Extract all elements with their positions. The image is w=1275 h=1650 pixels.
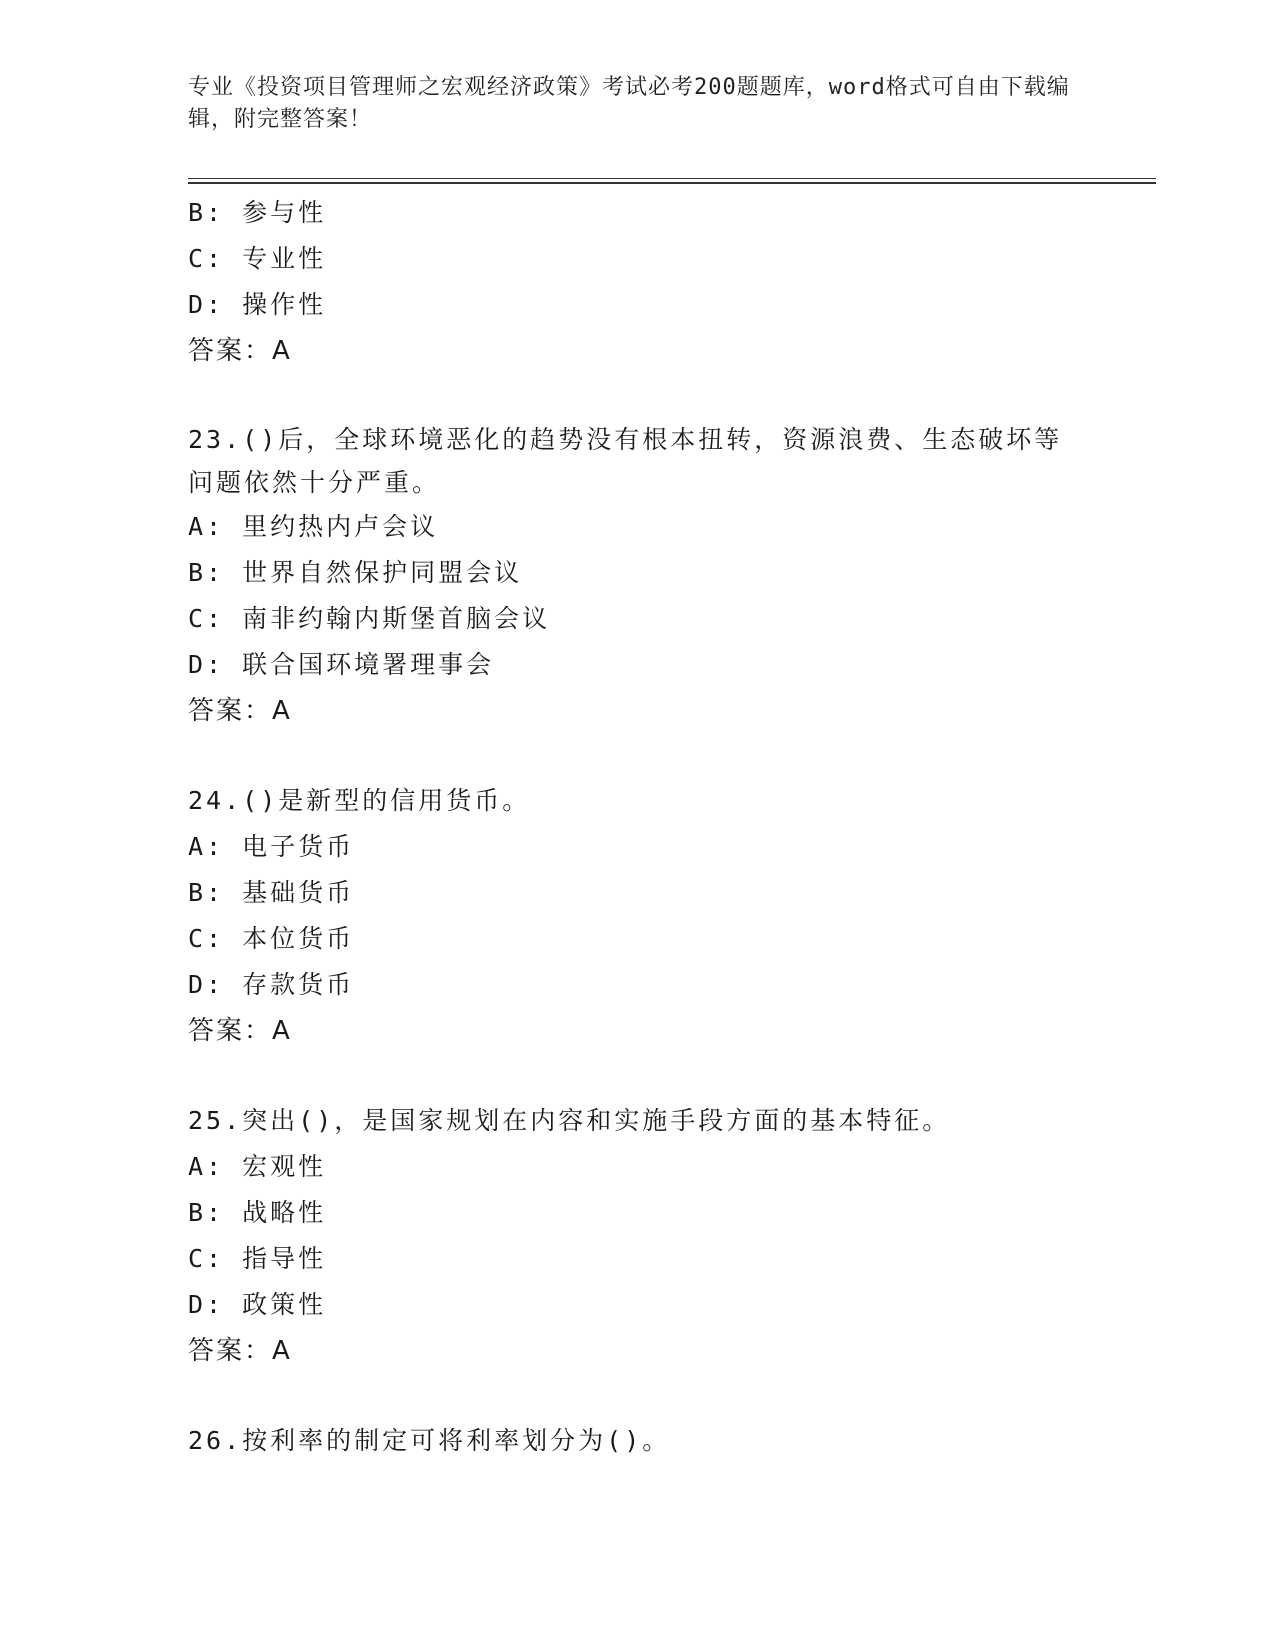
question-24: [188, 778, 1088, 1054]
option-b: B: 参与性: [188, 198, 327, 227]
header-text: 专业《投资项目管理师之宏观经济政策》考试必考200题题库，word格式可自由下载编辑，附完整答案！: [188, 75, 1070, 132]
question-gap: [188, 374, 1088, 418]
answer-text: 答案：A: [188, 1016, 292, 1046]
answer-text: 答案：A: [188, 696, 292, 726]
option-d: D: 操作性: [188, 290, 327, 319]
option-a: A: 宏观性: [188, 1152, 327, 1181]
option-d: D: 存款货币: [188, 970, 355, 999]
question-26: [188, 1418, 1088, 1464]
header-rule-thick: [188, 182, 1156, 184]
option-d: D: 联合国环境署理事会: [188, 650, 495, 679]
option-d: D: 政策性: [188, 1290, 327, 1319]
answer-text: 答案：A: [188, 1336, 292, 1366]
question-gap: [188, 734, 1088, 778]
question-list: [188, 190, 1088, 1464]
option-c: C: 南非约翰内斯堡首脑会议: [188, 604, 551, 633]
question-gap: [188, 1374, 1088, 1418]
option-a: A: 电子货币: [188, 832, 355, 861]
question-stem: 23.()后，全球环境恶化的趋势没有根本扭转，资源浪费、生态破坏等问题依然十分严重。: [188, 425, 1063, 497]
option-c: C: 本位货币: [188, 924, 355, 953]
question-gap: [188, 1054, 1088, 1098]
option-c: C: 指导性: [188, 1244, 327, 1273]
document-header: [188, 72, 1078, 136]
question-22-tail: [188, 190, 1088, 374]
option-b: B: 战略性: [188, 1198, 327, 1227]
question-25: [188, 1098, 1088, 1374]
header-rule-thin: [188, 178, 1156, 179]
option-a: A: 里约热内卢会议: [188, 512, 439, 541]
option-c: C: 专业性: [188, 244, 327, 273]
question-stem: 25.突出()，是国家规划在内容和实施手段方面的基本特征。: [188, 1106, 951, 1135]
option-b: B: 基础货币: [188, 878, 355, 907]
option-b: B: 世界自然保护同盟会议: [188, 558, 523, 587]
question-23: [188, 418, 1088, 734]
question-stem: 26.按利率的制定可将利率划分为()。: [188, 1426, 671, 1455]
answer-text: 答案：A: [188, 336, 292, 366]
question-stem: 24.()是新型的信用货币。: [188, 786, 531, 815]
